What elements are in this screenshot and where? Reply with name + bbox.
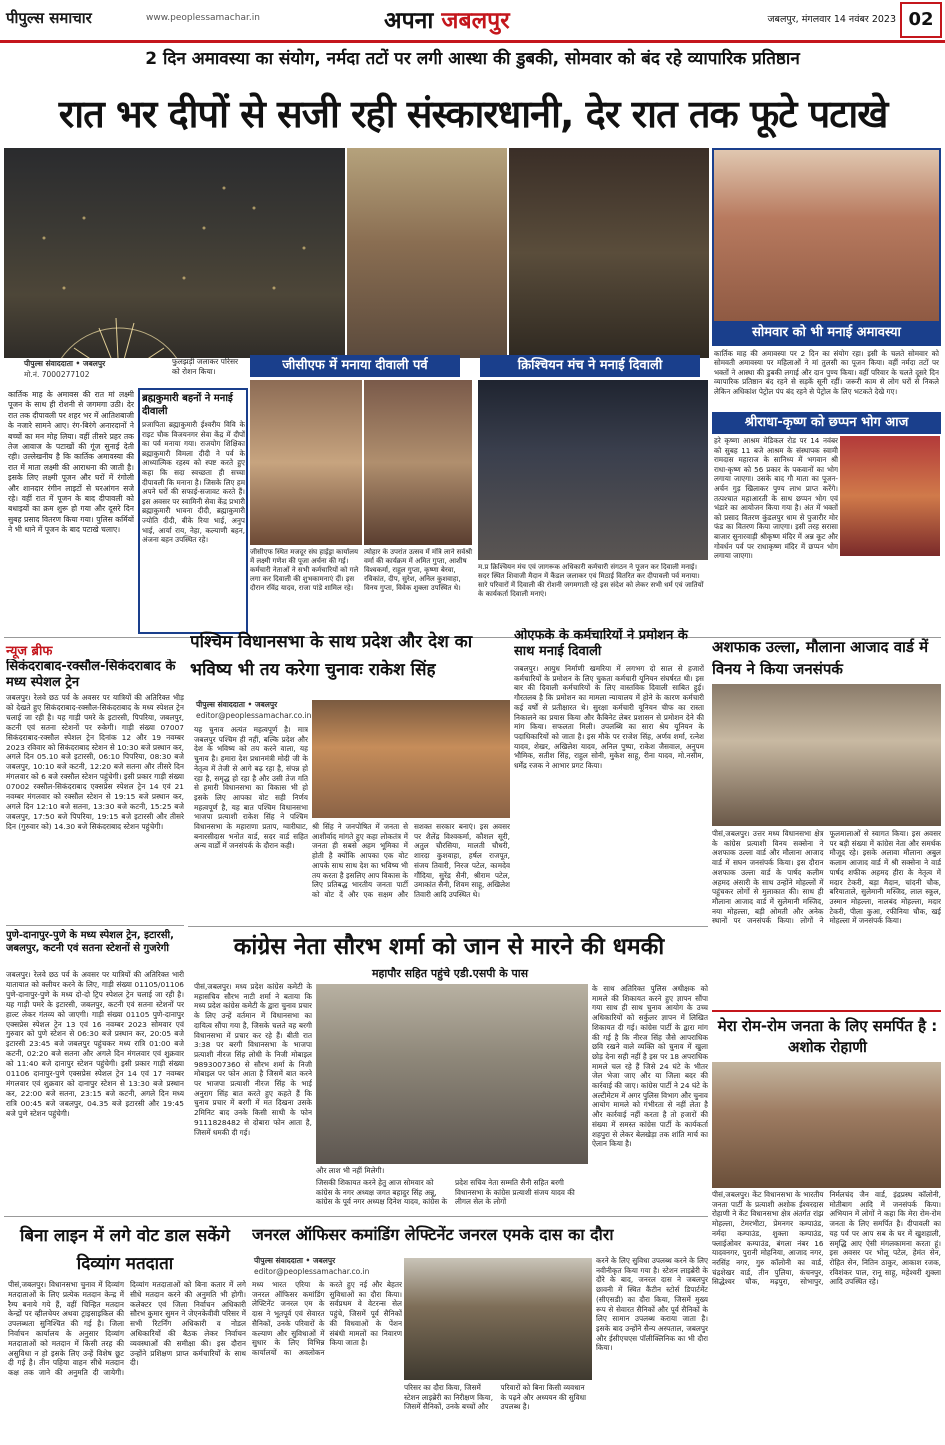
rakesh-rally-photo [312,700,510,818]
dass-body-2: करने के लिए सुविधा उपलब्ध करने के लिए नवीनीकृत किया गया है। स्टेशन लाइब्रेरी के दौरे के बाद, जनरल दास ने जबलपुर छावनी में स्थित कैंटीन स्टोर्स डिपार्टमेंट (सीएसडी) का दौरा किया, जिसमें मुख्य रूप से सेवारत सैनिकों और पूर्व सैनिकों के लिए सामान उपलब्ध कराया जाता है। इसके बाद उन्होंने सैन्य अस्पताल, जबलपुर और ईसीएचएस पॉलीक्लिनिक का भी दौरा किया। [596,1256,708,1353]
dass-caption: परिसर का दौरा किया, जिसमें स्टेशन लाइब्रेरी का निरीक्षण किया, जिसमें सैनिकों, उनके बच्चों और परिवारों को बिना किसी व्यवधान के पढ़ने और अध्ययन की सुविधा उपलब्ध है। [404,1383,587,1412]
website-url[interactable]: www.peoplessamachar.in [146,13,260,23]
lead-photo-credit: पीपुल्स संवाददाता • जबलपुर [24,359,106,368]
fireworks-photo [4,148,345,358]
dass-email[interactable]: editor@peoplessamachar.co.in [254,1267,370,1276]
gcf-photo-2 [364,380,472,545]
divyang-headline: बिना लाइन में लगे वोट डाल सकेंगे दिव्यांग मतदाता [20,1226,230,1274]
gcf-caption: जीसीएफ स्थित मजदूर संघ हाईड्रा कार्यालय में लक्ष्मी गणेश की पूजा अर्चना की गई। कर्मचारी नेताओं ने सभी कर्मचारियों को गले लगा कर दिवाली की शुभकामनाएं दीं। इस दौरान रविंद्र यादव, राजा पांडे शामिल रहे। [250,548,359,592]
saurabh-body-tail: और लाश भी नहीं मिलेगी। [316,1166,385,1175]
rakesh-email[interactable]: editor@peoplessamachar.co.in [196,711,312,720]
page-number: 02 [900,2,942,38]
amavasya-body: कार्तिक माह की अमावस्या पर 2 दिन का संयोग रहा। इसी के चलते सोमवार को सोमवती अमावस्या पर महिलाओं ने मां तुलसी का पूजन किया। वहीं नर्मदा तटों पर भक्तों ने आस्था की डुबकी लगाई और दान पुण्य किया। वहीं परिवार के चलते दूसरे दिन व्यापारिक प्रतिष्ठान बंद रहने से सड़कें सूनी रहीं। जरूरी काम से लोग घरों से निकले लेकिन अधिकांश पेट्रोल पंप बंद रहने से पेट्रोल के लिए भटकते देखे गए। [714,349,939,396]
dass-headline: जनरल ऑफिसर कमांडिंग लेफ्टिनेंट जनरल एमके दास का दौरा [252,1225,614,1244]
rakesh-headline: पश्चिम विधानसभा के साथ प्रदेश और देश का भविष्य भी तय करेगा चुनावः राकेश सिंह [190,632,473,680]
section-prefix: अपना [384,8,434,34]
dateline: जबलपुर, मंगलवार 14 नवंबर 2023 [767,14,896,25]
brief2-body: जबलपुर। रेलवे छठ पर्व के अवसर पर यात्रियों की अतिरिक्त भारी यातायात को क्लीयर करने के लिए, गाड़ी संख्या 01105/01106 पुणे-दानापुर-पुणे के मध्य दो-दो ट्रिप स्पेशल ट्रेन चलाई जा रही है। यह गाड़ी पमरे के इटारसी, जबलपुर, कटनी एवं सतना स्टेशनों पर हाल्ट लेकर गंतव्य को जाएगी। गाड़ी संख्या 01105 पुणे-दानापुर एक्सप्रेस स्पेशल ट्रेन 13 एवं 16 नवम्बर 2023 सोमवार एवं गुरुवार को पुणे स्टेशन से 06:30 बजे प्रस्थान कर, 20:05 बजे इटारसी 23:45 बजे जबलपुर पहुंचकर मध्य रात्रि 01:00 बजे कटनी, 02:20 बजे सतना और अगले दिन मंगलवार एवं शुक्रवार को 11:40 बजे दानापुर स्टेशन पहुंचेगी। इसी प्रकार गाड़ी संख्या 01106 दानापुर-पुणे एक्सप्रेस स्पेशल ट्रेन 14 एवं 17 नवम्बर मंगलवार एवं शुक्रवार को दानापुर स्टेशन से 13:30 बजे प्रस्थान कर, 22:00 बजे सतना, 23:15 बजे कटनी, अगले दिन मध्य रात्रि 00:45 बजे जबलपुर, 04.35 बजे इटारसी और 19:45 बजे पुणे स्टेशन पहुंचेगी। [6,970,184,1118]
saurabh-body-2: के साथ अतिरिक्त पुलिस अधीक्षक को मामले की शिकायत करने हुए ज्ञापन सौंपा गया साथ ही साथ चुनाव आयोग के उच्च अधिकारियों को सर्कुलर ज्ञापन में लिखित शिकायत दी गई। कांग्रेस पार्टी के द्वारा मांग की गई है कि नीरज सिंह जैसे आपराधिक छवि रखने वाले व्यक्ति को चुनाव में खुला छोड़ देना सही नहीं है इस पर 18 अपराधिक मामले चल रहे हैं जिसे 24 घंटे के भीतर जेल भेजा जाए और या जिला बदर की कार्रवाई की जाए। कांग्रेस पार्टी ने 24 घंटे के अल्टीमेटम में अगर पुलिस विभाग और चुनाव आयोग मामले को गंभीरता से नहीं लेता है और कार्रवाई नहीं करता है तो हजारों की संख्या में समस्त कांग्रेस पार्टी के कार्यकर्ता शहपुरा से लेकर बेलखेड़ा तक शांति मार्च का ऐलान किया है। [592,984,708,1149]
brahmakumari-title: ब्रह्मकुमारी बहनों ने मनाई दीवाली [142,393,233,417]
ashfaq-photo [712,684,941,826]
police-diwali-photo [509,148,709,358]
ofk-body: जबलपुर। आयुध निर्माणी खमरिया में लगभग दो साल से हजारों कर्मचारियों के प्रमोशन के लिए चुकता कर्मचारी यूनियन संघर्षरत थी। इस बार की दिवाली कर्मचारियों के लिए वास्तविक दिवाली साबित हुई। गौरतलब है कि प्रमोशन का मामला न्यायालय में होने के कारण कर्मचारी कई वर्षों से प्रतीक्षारत थे। सुरक्षा कर्मचारी यूनियन चीफ का रास्ता निकालने का प्रयास किया और कैबिनेट लेबर प्रशासन से प्रमोशन देने की मांग किया। सफलता मिली। उपलब्धि का सारा श्रेय यूनियन के पदाधिकारियों को जाता है। इस मौके पर राजेश सिंह, अर्णव शर्मा, रत्नेश यादव, शेखर, अखिलेश यादव, अनिल पुष्पा, राकेश जैसवाल, अनुपम भौमिक, सतीश सिंह, राहुल सोनी, मुकेश साहू, रीना यादव, मो.नसीम, धर्मेंद्र रजक ने आभार प्रगट किया। [514,664,704,771]
dass-credit: पीपुल्स संवाददाता • जबलपुर [254,1256,336,1265]
rakesh-credit: पीपुल्स संवाददाता • जबलपुर [196,700,278,709]
brief1-body: जबलपुर। रेलवे छठ पर्व के अवसर पर यात्रियों की अतिरिक्त भीड़ को देखते हुए सिकंदराबाद-रक्सौल-सिकंदराबाद के मध्य स्पेशल ट्रेन चलाई जा रही है। यह गाड़ी पमरे के इटारसी, पिपरिया, जबलपुर, कटनी एवं सतना स्टेशनों पर रुकेगी। गाड़ी संख्या 07007 सिकंदराबाद-रक्सौल स्पेशल ट्रेन दिनांक 12 और 19 नवम्बर 2023 रविवार को सिकंदराबाद स्टेशन से 10:30 बजे प्रस्थान कर, अगले दिन 05.10 बजे इटारसी, 06:10 पिपरिया, 08:30 बजे जबलपुर, 10:10 बजे कटनी, 12:20 बजे सतना और तीसरे दिन मंगलवार को 6 बजे रक्सौल स्टेशन पहुंचेगी। इसी प्रकार गाड़ी संख्या 07002 रक्सौल-सिकंदराबाद एक्सप्रेस स्पेशल ट्रेन 14 एवं 21 नवम्बर मंगलवार को रक्सौल स्टेशन से 19:15 बजे प्रस्थान कर, अगले दिन 12:10 बजे सतना, 13:30 बजे कटनी, 15:25 बजे जबलपुर, 17:50 बजे पिपरिया, 19:15 बजे इटारसी और तीसरे दिन (गुरुवार को) 14.30 बजे सिकंदराबाद स्टेशन पहुंचेगी। [6,693,184,831]
dass-body-1: मध्य भारत एरिया के जनरल ऑफिसर कमांडिंग लेफ्टिनेंट जनरल एम के दास ने भूतपूर्व एवं सेवारत सैनिकों, उनके परिवारों के कल्याण और सुविधाओं में सुधार के लिए विभिन्न कार्यालयों का अवलोकन करते हुए नई और बेहतर सुविधाओं का दौरा किया। सर्वप्रथम वे वेटरन्स सेल पहुंचे, जिसमें पूर्व सैनिकों की विधवाओं के पेंशन संबंधी मामलों का निवारण किया जाता है। [252,1280,402,1357]
news-brief-label [6,640,116,658]
rohani-headline: मेरा रोम-रोम जनता के लिए समर्पित है : अशोक रोहाणी [717,1017,938,1056]
lead-kicker: 2 दिन अमावस्या का संयोग, नर्मदा तटों पर लगी आस्था की डुबकी, सोमवार को बंद रहे व्यापारिक प्रतिष्ठान [145,49,800,69]
saurabh-meeting-photo [316,984,588,1164]
amavasya-banner: सोमवार को भी मनाई अमावस्या [712,322,941,346]
rohani-photo [712,1062,941,1188]
newspaper-logo: पीपुल्स समाचार [6,9,92,27]
brahmakumari-body: प्रजापिता ब्रह्माकुमारी ईश्वरीय विवि के राइट चौक विजयनगर सेवा केंद्र में दीपों का पर्व मनाया गया। राजयोग शिक्षिका ब्रह्माकुमारी विमला दीदी ने पर्व के आध्यात्मिक रहस्य को स्पष्ट करते हुए कहा कि सदा स्वच्छता ही सच्चा दीपावली कि मनाना है। जिसके लिए हम अपने घरों की सफाई-सजावट करते हैं। इस अवसर पर स्वामिनी सेवा केंद्र प्रभारी ब्रह्माकुमारी भावना दीदी, ब्रह्माकुमारी ज्योति दीदी, बीके रिया भाई, अनुप भाई, आर्या राय, नेहा, कल्याणी बहन, अंजना बहन उपस्थित रहे। [142,420,245,545]
lead-headline: रात भर दीपों से सजी रही संस्कारधानी, देर रात तक फूटे पटाखे [58,92,888,136]
brief-divider [6,925,184,926]
divyang-body: पीसं,जबलपुर। विधानसभा चुनाव में दिव्यांग मतदाताओं के लिए प्रत्येक मतदान केन्द्र में रैम्प बनाये गये हैं, वहीं चिन्हित मतदान केन्द्रों पर व्हीलचेयर अथवा ट्राइसाइकिल की उपलब्धता सुनिश्चित की गई है। जिला निर्वाचन कार्यालय के अनुसार दिव्यांग मतदाताओं को मतदान में किसी तरह की असुविधा न हो इसके लिए उन्हें विशेष छूट दी गई है। तीन पहिया वाहन सीधे मतदान कक्ष तक जाने की अनुमति दी जायेगी। दिव्यांग मतदाताओं को बिना कतार में लगे सीधे मतदान करने की अनुमति भी होगी। कलेक्टर एवं जिला निर्वाचन अधिकारी सौरभ कुमार सुमन ने जेएनकेवीवी परिसर में सभी रिटर्निंग अधिकारी व नोडल अधिकारियों की बैठक लेकर निर्वाचन व्यवस्थाओं की समीक्षा की। इस दौरान उन्होंने प्रशिक्षण प्राप्त कर्मचारियों के साथ दी। [8,1280,246,1378]
shriradha-body: हरे कृष्णा आश्रम मेडिकल रोड पर 14 नवंबर को सुबह 11 बजे आश्रम के संस्थापक स्वामी रामदास महाराज के सानिध्य में भगवान श्री राधा-कृष्ण को 56 प्रकार के पकवानों का भोग लगाया जाएगा। उसके बाद गौ माता का पूजन-अर्चन गुड़ खिलाकर पुण्य लाभ प्राप्त करेंगे। तत्पश्चात महाआरती के साथ छप्पन भोग एवं भंडारे का आयोजन किया गया है। अंत में भक्तों को प्रसाद वितरण कुंडलपुर धाम से पुजारीर मोर फंड का वितरण किया जाएगा। इसी तरह सरासा बाजार सुनारवाड़ी श्रीकृष्ण मंदिर में अन्न कूट और गोवर्धन पर्व पर राधाकृष्ण मंदिर में छप्पन भोग लगाया जाएगा। [714,436,838,561]
lead-body: कार्तिक माह के अमावस की रात मां लक्ष्मी पूजन के साथ ही रोशनी से जगमगा उठी। देर रात तक दीपावली पर शहर भर में आतिशबाजी के नजारे सामने आए। रंग-बिरंगे अनारदानों ने बच्चों का मन मोह लिया। वहीं तीसरे प्रहर तक तेज आवाज के पटाखों की गूंज सुनाई देती रही। उल्लेखनीय है कि कार्तिक अमावस्या की रात में माता लक्ष्मी की आराधना की जाती है। इसके लिए लक्ष्मी पूजन और घरों में रंगोली और शानदार रंगीन लाइटों से घरआंगन सजे रहे। वहीं रात में पूजन के बाद दीपावली को बधाइयों का क्रम शुरू हो गया और दूसरे दिन सुबह प्रसाद वितरण किया गया। पुलिस कर्मियों ने भी थाने में पूजन के बाद पटाखे चलाए। [8,390,134,535]
fireworks-illustration [4,148,345,358]
saurabh-body-1: पीसं,जबलपुर। मध्य प्रदेश कांग्रेस कमेटी के महासचिव सौरभ नाटी शर्मा ने बताया कि मध्य प्रदेश कांग्रेस कमेटी के द्वारा चुनाव प्रचार के लिए उन्हें वर्तमान में विधानसभा का दायित्व सौंपा गया है, जिसके चलते वह बरगी विधानसभा में प्रचार कर रहे हैं। बीती रात 3:38 पर बरगी विधानसभा के भाजपा प्रत्याशी नीरज सिंह लोधी के निजी मोबाइल 9893007360 से सौरभ शर्मा के निजी मोबाइल पर फोन आता है जिसमें बात करने पर भाजपा प्रत्याशी नीरज सिंह के भाई अनुराग सिंह बात करते हुए कहते हैं कि चुनाव प्रचार में बरगी में मत दिखना उसके 2मिनिट बाद उनके किसी साथी के फोन 9111828482 से दोबारा फोन आता है, जिसमें धमकी दी गई। [194,982,312,1137]
news-brief-text: न्यूज ब्रीफ [6,644,53,659]
saurabh-caption: जिसकी शिकायत करने हेतु आज सोमवार को कांग्रेस के नगर अध्यक्ष जगत बहादुर सिंह अन्नू, कांग्रेस के पूर्व नगर अध्यक्ष दिनेश यादव, कांग्रेस के प्रदेश सचिव नेता सम्मति सैनी सहित बरगी विधानसभा के कांग्रेस प्रत्याशी संजय यादव की लीगल सेल के लोगों [316,1178,575,1207]
dass-photo [404,1258,592,1380]
masthead [0,0,945,46]
ghat-aarti-photo [347,148,507,358]
section-title [384,3,584,35]
rakesh-body-2: श्री सिंह ने जनपोषित में जनता से आशीर्वाद मांगते हुए कहा लोकतंत्र में जनता ही सबसे अहम भूमिका में होती है क्योंकि आपका एक वोट आपके साथ साथ देश का भविष्य भी तय करता है इसलिए आप विकास के लिए प्रतिबद्ध भारतीय जनता पार्टी को वोट दें और एक सक्षम और सशक्त सरकार बनाएं। इस अवसर पर शैलेंद्र विश्वकर्मा, कौशल सूरी, अतुल चौरसिया, मालती चौधरी, शारदा कुशवाहा, हर्षल राजपूत, संजय तिवारी, निरज पटेल, कामदेव गौंदिया, सुरेंद्र सैनी, श्रीराम पटेल, उमाकांत सैनी, शिवम साहू, अखिलेश तिवारी आदि उपस्थित थे। [312,822,510,899]
lead-photo-phone: मो.नं. 7000277102 [24,370,90,379]
saurabh-headline: कांग्रेस नेता सौरभ शर्मा को जान से मारने की धमकी [233,934,665,960]
amavasya-photo [712,148,941,323]
masthead-rule [0,40,945,43]
gcf-photo-1 [250,380,362,545]
shriradha-photo [840,436,940,556]
ofk-headline: ओएफके के कर्मचारियों ने प्रमोशन के साथ मनाई दिवाली [514,628,688,659]
rakesh-body-1: यह चुनाव अत्यंत महत्वपूर्ण है। मात्र जबलपुर पश्चिम ही नहीं, बल्कि प्रदेश और देश के भविष्य को तय करने वाला, यह चुनाव है। हमारा देश प्रधानमंत्री मोदी जी के नेतृत्व में तेजी से आगे बढ़ रहा है, संपन्न हो रहा है, समृद्ध हो रहा है और उसी तेज गति से हमारी विधानसभा का विकास भी हो इसके लिए आपका वोट सही निर्णय महत्वपूर्ण है, यह बात पश्चिम विधानसभा भाजपा प्रत्याशी राकेश सिंह ने पश्चिम विधानसभा के महाराणा प्रताप, ग्वारीघाट, बनारसीदास भनोत वार्ड, सदर वार्ड सहित अन्य वार्डों में जनसंपर्क के दौरान कही। [194,725,308,851]
gcf-caption-2: त्योहार के उपरांत उत्सव में मंत्रि लाने सर्वश्री वर्मा की कार्यक्रम में अमित गुप्ता, आशीष विश्वकर्मा, राहुल गुप्ता, कृष्णा बेरवा, रविकांत, दीप, सुरेश, अनिल कुशवाहा, विनय गुप्ता, विवेक शुक्ला उपस्थित थे। [364,548,473,592]
gcf-banner: जीसीएफ में मनाया दीवाली पर्व [250,355,460,377]
shriradha-banner: श्रीराधा-कृष्ण को छप्पन भोग आज [712,412,941,434]
ashfaq-body: पीसं,जबलपुर। उत्तर मध्य विधानसभा क्षेत्र के कांग्रेस प्रत्याशी विनय सक्सेना ने अशफाक उल्ला वार्ड और मौलाना आजाद वार्ड में सघन जनसंपर्क किया। इस दौरान अशफाक उल्ला वार्ड के पार्षद कलीम अहमद अंसारी के साथ उन्होंने मोहल्लों में पहुंचकर लोगों से मुलाकात की। साथ ही मौलाना आजाद वार्ड में सुलेमानी मस्जिद, नया मोहल्ला, बड़ी ओमती और अनेक स्थानों पर जनसंपर्क किया। लोगों ने फूलमालाओं से स्वागत किया। इस अवसर पर बड़ी संख्या में कांग्रेस नेता और समर्थक मौजूद रहे। इसके अलावा मौलाना अबुल कलाम आजाद वार्ड में श्री सक्सेना ने वार्ड पार्षद शफीक अहमद हीरा के नेतृत्व में मदार टेकरी, बड़ा मैदान, चांदनी चौक, बरियाताले, सुलेमानी मस्जिद, लाल स्कूल, उस्मान मोहल्ला, नालबंद मोहल्ला, मदार टेकरी, पीला कुआ, रफीनिया चौक, खई मोहल्ला में जनसंपर्क किया। [712,829,941,926]
ashfaq-headline: अशफाक उल्ला, मौलाना आजाद वार्ड में विनय ने किया जनसंपर्क [712,638,929,678]
brief1-title: सिकंदराबाद-रक्सौल-सिकंदराबाद के मध्य स्पेशल ट्रेन [6,659,176,690]
saurabh-subhead: महापौर सहित पहुंचे एडी.एसपी के पास [371,967,529,980]
christian-photo [478,380,708,560]
section-city: जबलपुर [441,8,510,34]
section-divider-3 [4,1216,708,1217]
christian-banner: क्रिश्चियन मंच ने मनाई दिवाली [480,355,700,377]
section-divider-2 [188,926,708,927]
rohani-body: पीसं,जबलपुर। केंट विधानसभा के भारतीय जनता पार्टी के प्रत्याशी अशोक ईश्वरदास रोहाणी ने केंट विधानसभा क्षेत्र अंतर्गत रांझ मोहल्ला, टेमरभीटा, प्रेमनगर कम्पाउंड, नर्मदा कम्पाउंड, शुक्ला कम्पाउंड, फ्लाईओवर कम्पाउंड, बंगला नंबर 16 यादवनगर, पुरानी मोहनिया, आजाद नगर, नरसिंह नगर, गुरु कॉलोनी का वार्ड, चंद्रशेखर वार्ड, तीन पुलिया, कंचनपुर, सिद्धेश्वर चौक, मढ़पुरा, सोभापुर, निर्मलचंद जैन वार्ड, इंद्रप्रस्थ कॉलोनी, मोतीबाग आदि में जनसंपर्क किया। अभियान में लोगों ने कहा कि मेरा रोम-रोम जनता के लिए समर्पित है। दीपावली का यह पर्व पर आप सब के घर में खुशहाली, समृद्धि आए ऐसी मंगलकामना करता हूं। इस अवसर पर भोलू पटेल, हेमंत सेन, रोहित सेन, नितिन ठाकुर, आकाश रजक, रविशंकर पाल, रानू साहू, महेश्वरी शुक्ला आदि उपस्थित रहे। [712,1190,941,1287]
lead-photo-caption: फुलझड़ी जलाकर परिसर को रोशन किया। [172,357,239,376]
christian-caption: म.प्र क्रिश्चियन मंच एवं जागरूक अधिकारी कर्मचारी संगठन ने पूजन कर दिवाली मनाई। सदर स्थित शिवाजी मैदान में कैंडल जलाकर एवं मिठाई वितरित कर दीपावली पर्व मनाया। सारे परिवारों में दिवाली की रोशनी जगमगाती रहे इस संदेश को लेकर सभी धर्म एवं जातियों के कार्यकर्ता दिवाली मनाएं। [478,563,704,598]
brief2-title: पुणे-दानापुर-पुणे के मध्य स्पेशल ट्रेन, इटारसी, जबलपुर, कटनी एवं सतना स्टेशनों से गुजरेगी [6,930,174,954]
